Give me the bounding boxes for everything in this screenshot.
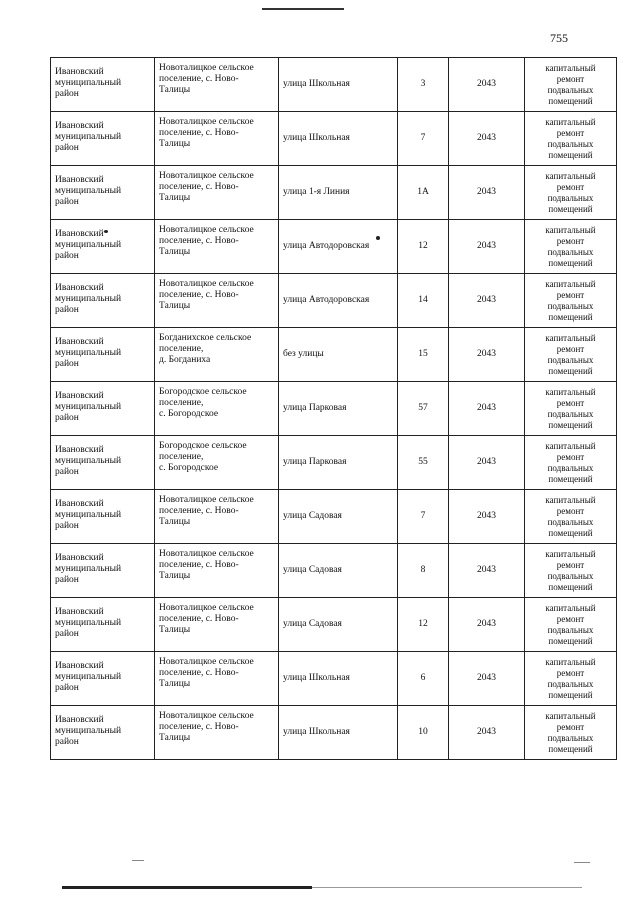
settlement-cell [155, 490, 279, 544]
work-type-cell [525, 58, 617, 112]
work-type-cell [525, 328, 617, 382]
house-number-cell: 15 [398, 328, 449, 382]
bottom-scan-rule [62, 886, 312, 889]
district-text: Ивановский муниципальный район [55, 607, 122, 639]
year-cell: 2043 [449, 166, 525, 220]
district-cell [51, 274, 155, 328]
district-cell [51, 58, 155, 112]
scan-speck [104, 230, 108, 233]
street-cell: улица Садовая [279, 544, 398, 598]
table-row [51, 598, 617, 652]
work-type-text: капитальный ремонт подвальных помещений [545, 602, 596, 646]
house-number-cell: 57 [398, 382, 449, 436]
table-row [51, 544, 617, 598]
district-text: Ивановский муниципальный район [55, 445, 122, 477]
house-number-cell: 7 [398, 112, 449, 166]
housing-register-table [50, 57, 617, 760]
house-number-cell: 1А [398, 166, 449, 220]
district-cell [51, 328, 155, 382]
street-cell: улица Школьная [279, 652, 398, 706]
settlement-cell [155, 436, 279, 490]
settlement-cell [155, 328, 279, 382]
house-number-cell: 12 [398, 598, 449, 652]
work-type-cell [525, 274, 617, 328]
work-type-cell [525, 220, 617, 274]
street-cell: улица Школьная [279, 58, 398, 112]
street-cell: улица Школьная [279, 112, 398, 166]
settlement-cell [155, 544, 279, 598]
district-cell [51, 382, 155, 436]
work-type-text: капитальный ремонт подвальных помещений [545, 386, 596, 430]
work-type-text: капитальный ремонт подвальных помещений [545, 656, 596, 700]
work-type-cell [525, 112, 617, 166]
district-cell [51, 112, 155, 166]
work-type-cell [525, 544, 617, 598]
street-cell: улица Автодоровская [279, 274, 398, 328]
work-type-text: капитальный ремонт подвальных помещений [545, 710, 596, 754]
district-text: Ивановский муниципальный район [55, 337, 122, 369]
settlement-cell [155, 220, 279, 274]
year-cell: 2043 [449, 382, 525, 436]
work-type-cell [525, 382, 617, 436]
settlement-cell [155, 58, 279, 112]
year-cell: 2043 [449, 598, 525, 652]
bottom-scan-rule-faint [312, 887, 582, 888]
settlement-text: Новоталицкое сельское поселение, с. Ново- Талицы [159, 225, 254, 257]
settlement-cell [155, 382, 279, 436]
table-row [51, 436, 617, 490]
settlement-text: Новоталицкое сельское поселение, с. Ново- Талицы [159, 603, 254, 635]
house-number-cell: 10 [398, 706, 449, 760]
settlement-cell [155, 652, 279, 706]
table-row [51, 112, 617, 166]
district-text: Ивановский муниципальный район [55, 283, 122, 315]
top-scan-rule [262, 8, 344, 10]
settlement-cell [155, 706, 279, 760]
house-number-cell: 3 [398, 58, 449, 112]
district-text: Ивановский муниципальный район [55, 175, 122, 207]
table-row [51, 166, 617, 220]
district-text: Ивановский муниципальный район [55, 499, 122, 531]
table-row [51, 58, 617, 112]
street-cell: улица Автодоровская [279, 220, 398, 274]
work-type-text: капитальный ремонт подвальных помещений [545, 224, 596, 268]
settlement-text: Новоталицкое сельское поселение, с. Ново- Талицы [159, 171, 254, 203]
settlement-text: Новоталицкое сельское поселение, с. Ново- Талицы [159, 117, 254, 149]
year-cell: 2043 [449, 58, 525, 112]
year-cell: 2043 [449, 328, 525, 382]
year-cell: 2043 [449, 112, 525, 166]
street-cell: улица Парковая [279, 382, 398, 436]
district-cell [51, 166, 155, 220]
district-cell [51, 220, 155, 274]
year-cell: 2043 [449, 220, 525, 274]
table-row [51, 490, 617, 544]
settlement-text: Богородское сельское поселение, с. Богородское [159, 387, 247, 419]
house-number-cell: 55 [398, 436, 449, 490]
work-type-cell [525, 436, 617, 490]
scan-speck [132, 860, 144, 861]
table-row [51, 220, 617, 274]
work-type-text: капитальный ремонт подвальных помещений [545, 278, 596, 322]
district-text: Ивановский муниципальный район [55, 121, 122, 153]
district-cell [51, 706, 155, 760]
district-cell [51, 544, 155, 598]
work-type-text: капитальный ремонт подвальных помещений [545, 332, 596, 376]
work-type-text: капитальный ремонт подвальных помещений [545, 170, 596, 214]
settlement-text: Новоталицкое сельское поселение, с. Ново- Талицы [159, 63, 254, 95]
house-number-cell: 8 [398, 544, 449, 598]
table-row [51, 382, 617, 436]
settlement-text: Новоталицкое сельское поселение, с. Ново- Талицы [159, 549, 254, 581]
settlement-text: Богородское сельское поселение, с. Богородское [159, 441, 247, 473]
settlement-text: Новоталицкое сельское поселение, с. Ново- Талицы [159, 495, 254, 527]
street-cell: улица 1-я Линия [279, 166, 398, 220]
house-number-cell: 6 [398, 652, 449, 706]
settlement-text: Богданихское сельское поселение, д. Богданиха [159, 333, 252, 365]
work-type-text: капитальный ремонт подвальных помещений [545, 548, 596, 592]
street-cell: улица Парковая [279, 436, 398, 490]
table-row [51, 706, 617, 760]
work-type-cell [525, 166, 617, 220]
work-type-cell [525, 598, 617, 652]
street-cell: улица Школьная [279, 706, 398, 760]
house-number-cell: 14 [398, 274, 449, 328]
scan-speck [376, 236, 380, 240]
district-cell [51, 490, 155, 544]
year-cell: 2043 [449, 274, 525, 328]
year-cell: 2043 [449, 436, 525, 490]
work-type-text: капитальный ремонт подвальных помещений [545, 440, 596, 484]
district-text: Ивановский муниципальный район [55, 553, 122, 585]
street-cell: улица Садовая [279, 598, 398, 652]
district-cell [51, 598, 155, 652]
district-text: Ивановский муниципальный район [55, 67, 122, 99]
work-type-text: капитальный ремонт подвальных помещений [545, 62, 596, 106]
district-cell [51, 652, 155, 706]
settlement-cell [155, 166, 279, 220]
work-type-cell [525, 706, 617, 760]
work-type-cell [525, 490, 617, 544]
district-text: Ивановский муниципальный район [55, 661, 122, 693]
year-cell: 2043 [449, 652, 525, 706]
table-row [51, 328, 617, 382]
settlement-text: Новоталицкое сельское поселение, с. Ново- Талицы [159, 711, 254, 743]
work-type-cell [525, 652, 617, 706]
settlement-cell [155, 274, 279, 328]
year-cell: 2043 [449, 544, 525, 598]
street-cell: без улицы [279, 328, 398, 382]
house-number-cell: 7 [398, 490, 449, 544]
year-cell: 2043 [449, 490, 525, 544]
district-cell [51, 436, 155, 490]
scan-speck [574, 862, 590, 863]
page-number: 755 [550, 31, 568, 45]
work-type-text: капитальный ремонт подвальных помещений [545, 494, 596, 538]
settlement-text: Новоталицкое сельское поселение, с. Ново- Талицы [159, 657, 254, 689]
year-cell: 2043 [449, 706, 525, 760]
table-row [51, 652, 617, 706]
table-row [51, 274, 617, 328]
settlement-cell [155, 112, 279, 166]
settlement-cell [155, 598, 279, 652]
district-text: Ивановский муниципальный район [55, 715, 122, 747]
settlement-text: Новоталицкое сельское поселение, с. Ново- Талицы [159, 279, 254, 311]
district-text: Ивановский муниципальный район [55, 229, 122, 261]
work-type-text: капитальный ремонт подвальных помещений [545, 116, 596, 160]
street-cell: улица Садовая [279, 490, 398, 544]
district-text: Ивановский муниципальный район [55, 391, 122, 423]
house-number-cell: 12 [398, 220, 449, 274]
